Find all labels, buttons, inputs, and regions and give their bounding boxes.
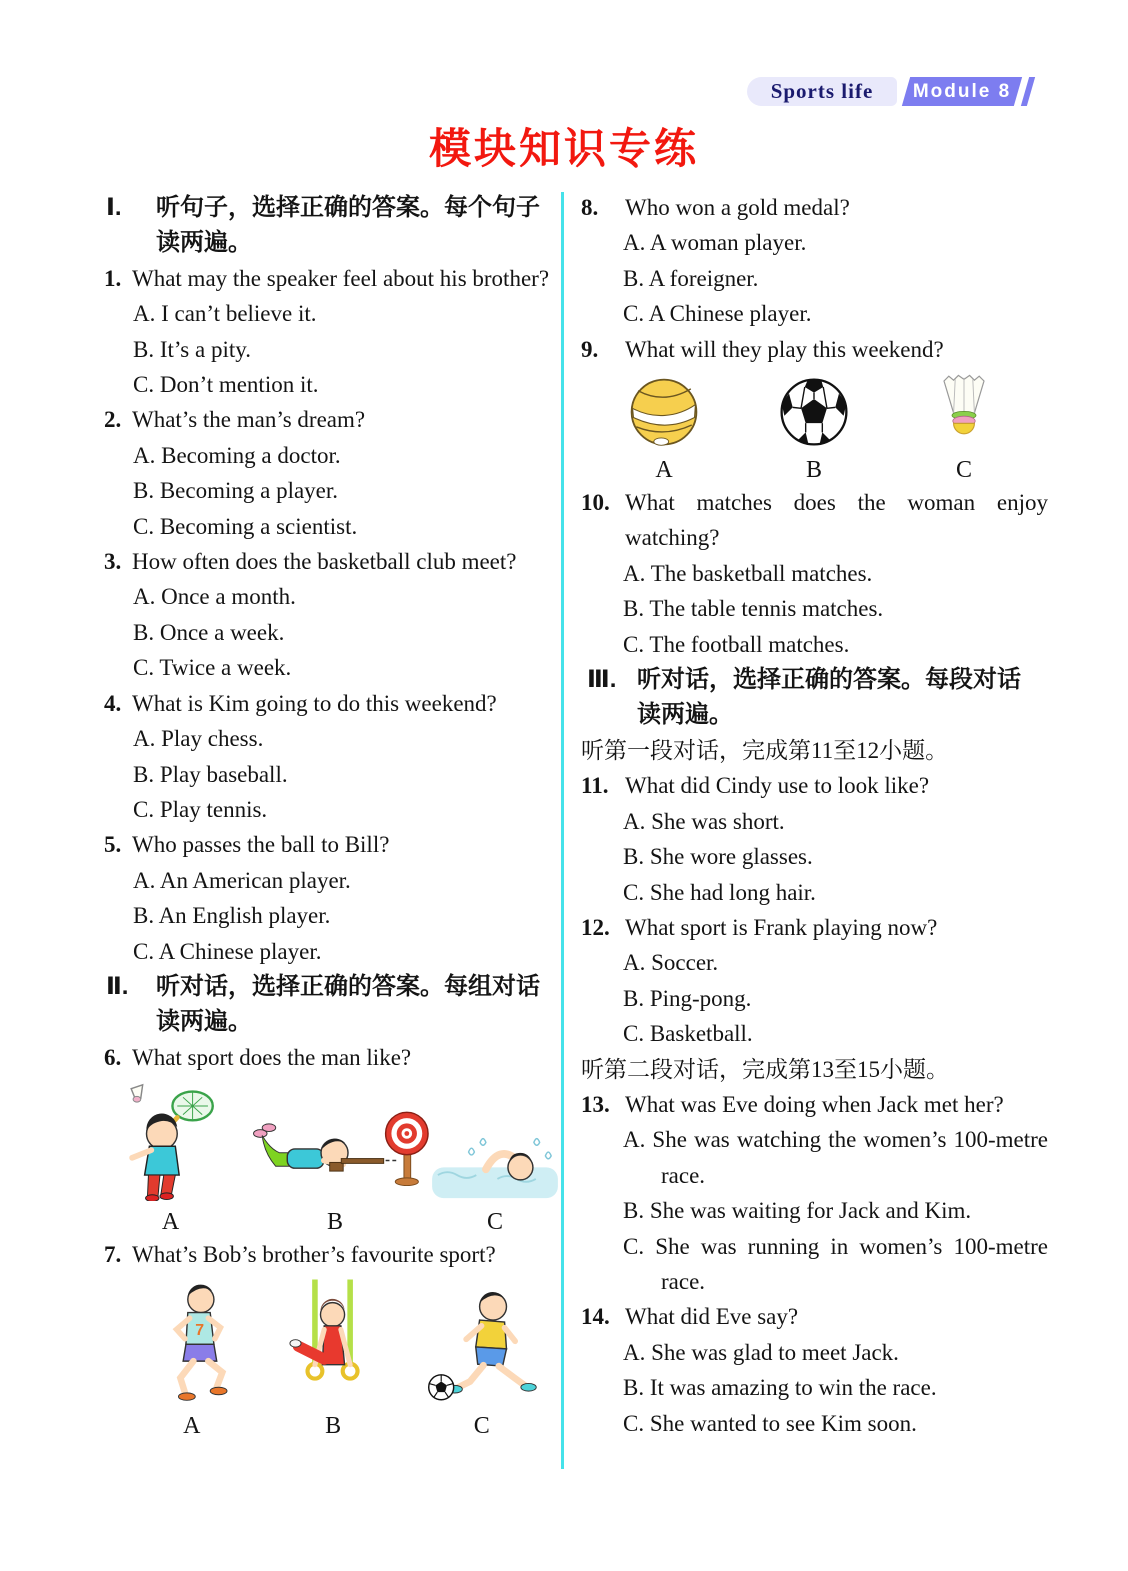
football-image xyxy=(777,375,851,449)
question-text: What did Cindy use to look like? xyxy=(625,773,930,799)
question-number: 7. xyxy=(104,1242,122,1268)
question-1 xyxy=(100,261,561,403)
option-b: B. It was amazing to win the race. xyxy=(623,1375,937,1401)
option-c: C. Becoming a scientist. xyxy=(133,513,358,539)
picture-option-b xyxy=(739,375,889,485)
question-11 xyxy=(581,768,1048,910)
question-6-picture-options xyxy=(100,1081,561,1237)
question-text: What did Eve say? xyxy=(625,1304,799,1330)
section-2-heading xyxy=(100,969,561,1040)
question-text: How often does the basketball club meet? xyxy=(132,549,517,575)
option-a: A. Play chess. xyxy=(133,726,264,752)
section-2-label: Ⅱ. xyxy=(106,972,129,1000)
unit-banner xyxy=(747,77,897,106)
question-7-picture-options xyxy=(120,1279,561,1441)
svg-text:7: 7 xyxy=(195,1321,204,1339)
option-b: B. Becoming a player. xyxy=(133,478,339,504)
section-3-line1: 听对话，选择正确的答案。每段对话 xyxy=(637,666,1021,694)
question-10 xyxy=(581,485,1048,662)
question-text: What is Kim going to do this weekend? xyxy=(132,690,497,716)
question-3 xyxy=(100,544,561,686)
option-b: B. She wore glasses. xyxy=(623,844,813,870)
option-b: B. It’s a pity. xyxy=(133,336,251,362)
question-8 xyxy=(581,190,1048,332)
option-a: A. Once a month. xyxy=(133,584,296,610)
picture-option-c xyxy=(429,1129,561,1237)
question-text: What may the speaker feel about his brother? xyxy=(132,265,550,291)
option-c: C. Basketball. xyxy=(623,1021,753,1047)
option-a: A. Becoming a doctor. xyxy=(133,442,341,468)
section-3-line2: 读两遍。 xyxy=(637,701,733,729)
question-number: 10. xyxy=(581,490,610,516)
question-12 xyxy=(581,910,1048,1052)
picture-option-label: C xyxy=(473,1412,490,1439)
option-a: A. She was short. xyxy=(623,808,785,834)
section-3-heading xyxy=(581,662,1048,733)
question-9 xyxy=(581,332,1048,367)
option-b: B. An English player. xyxy=(133,903,331,929)
picture-option-a xyxy=(589,375,739,485)
module-label: Module 8 xyxy=(912,80,1012,102)
question-number: 9. xyxy=(581,336,599,362)
option-c: C. Don’t mention it. xyxy=(133,372,319,398)
question-13 xyxy=(581,1087,1048,1299)
question-number: 11. xyxy=(581,773,609,799)
option-c: C. Twice a week. xyxy=(133,655,292,681)
swimming-image xyxy=(429,1129,561,1201)
option-c: C. Play tennis. xyxy=(133,796,268,822)
question-number: 6. xyxy=(104,1044,122,1070)
picture-option-c xyxy=(402,1287,561,1441)
question-text: What was Eve doing when Jack met her? xyxy=(625,1091,1004,1117)
picture-option-label: A xyxy=(655,457,673,484)
right-column xyxy=(564,190,1048,1441)
section-1-line2: 读两遍。 xyxy=(156,229,252,257)
left-column xyxy=(100,190,561,1441)
section-1-label: Ⅰ. xyxy=(106,194,122,221)
question-14 xyxy=(581,1299,1048,1441)
option-a: A. A woman player. xyxy=(623,230,807,256)
picture-option-label: C xyxy=(955,457,972,484)
option-b: B. Ping-pong. xyxy=(623,985,752,1011)
option-a: A. She was glad to meet Jack. xyxy=(623,1339,899,1365)
question-text: What matches does the woman enjoy watching? xyxy=(625,490,1048,551)
question-2 xyxy=(100,402,561,544)
picture-option-label: C xyxy=(486,1209,503,1236)
option-b: B. A foreigner. xyxy=(623,265,759,291)
question-5 xyxy=(100,827,561,969)
section-3-label: Ⅲ. xyxy=(587,666,617,694)
question-6 xyxy=(100,1040,561,1075)
module-badge xyxy=(902,77,1022,106)
option-c: C. She had long hair. xyxy=(623,879,816,905)
running-image xyxy=(142,1279,242,1405)
two-column-body xyxy=(100,190,1048,1469)
target-shooting-image xyxy=(241,1093,429,1201)
question-number: 12. xyxy=(581,914,610,940)
shuttlecock-image xyxy=(935,373,993,449)
picture-option-c xyxy=(889,373,1039,485)
question-number: 5. xyxy=(104,832,122,858)
picture-option-a xyxy=(120,1279,264,1441)
question-text: Who passes the ball to Bill? xyxy=(132,832,390,858)
question-number: 14. xyxy=(581,1304,610,1330)
volleyball-image xyxy=(627,375,701,449)
section-1-heading xyxy=(100,190,561,261)
picture-option-a xyxy=(100,1081,241,1237)
question-7 xyxy=(100,1237,561,1272)
badminton-player-image xyxy=(115,1081,227,1201)
question-number: 13. xyxy=(581,1091,610,1117)
question-text: What’s the man’s dream? xyxy=(132,407,366,433)
gymnastics-rings-image xyxy=(289,1279,377,1405)
option-c: C. A Chinese player. xyxy=(623,301,812,327)
badge-end-bar xyxy=(1021,77,1035,106)
section-2-line2: 读两遍。 xyxy=(156,1008,252,1036)
option-c: C. She wanted to see Kim soon. xyxy=(623,1410,917,1436)
option-a: A. The basketball matches. xyxy=(623,560,873,586)
option-c: C. A Chinese player. xyxy=(133,938,322,964)
dialog-1-instruction: 听第一段对话，完成第11至12小题。 xyxy=(581,737,949,763)
option-a: A. She was watching the women’s 100-metre race. xyxy=(623,1127,1048,1188)
option-b: B. Play baseball. xyxy=(133,761,288,787)
picture-option-label: A xyxy=(161,1209,180,1236)
option-c: C. She was running in women’s 100-metre race. xyxy=(623,1233,1048,1294)
question-number: 4. xyxy=(104,690,122,716)
question-9-picture-options xyxy=(589,373,1048,485)
section-2-line1: 听对话，选择正确的答案。每组对话 xyxy=(156,972,540,1000)
option-b: B. Once a week. xyxy=(133,619,285,645)
question-text: What sport is Frank playing now? xyxy=(625,914,938,940)
option-b: B. The table tennis matches. xyxy=(623,596,884,622)
page-title: 模块知识专练 xyxy=(428,125,699,172)
football-kicking-image xyxy=(422,1287,542,1405)
option-a: A. I can’t believe it. xyxy=(133,301,317,327)
question-text: Who won a gold medal? xyxy=(625,195,850,220)
question-number: 2. xyxy=(104,407,122,433)
section-1-line1: 听句子，选择正确的答案。每个句子 xyxy=(156,194,540,221)
picture-option-label: B xyxy=(805,457,822,484)
option-c: C. The football matches. xyxy=(623,631,850,657)
picture-option-label: B xyxy=(326,1209,343,1236)
picture-option-b xyxy=(264,1279,403,1441)
question-number: 1. xyxy=(104,265,122,291)
picture-option-b xyxy=(241,1093,429,1237)
picture-option-label: A xyxy=(183,1412,201,1439)
unit-label: Sports life xyxy=(770,79,874,103)
question-text: What’s Bob’s brother’s favourite sport? xyxy=(132,1242,496,1268)
question-text: What will they play this weekend? xyxy=(625,336,944,362)
question-4 xyxy=(100,686,561,828)
question-number: 3. xyxy=(104,549,122,575)
option-b: B. She was waiting for Jack and Kim. xyxy=(623,1198,972,1224)
dialog-2-instruction: 听第二段对话，完成第13至15小题。 xyxy=(581,1056,949,1082)
question-number: 8. xyxy=(581,195,599,220)
picture-option-label: B xyxy=(325,1412,342,1439)
option-a: A. Soccer. xyxy=(623,950,719,976)
question-text: What sport does the man like? xyxy=(132,1044,412,1070)
page-header xyxy=(747,77,1031,106)
option-a: A. An American player. xyxy=(133,867,351,893)
